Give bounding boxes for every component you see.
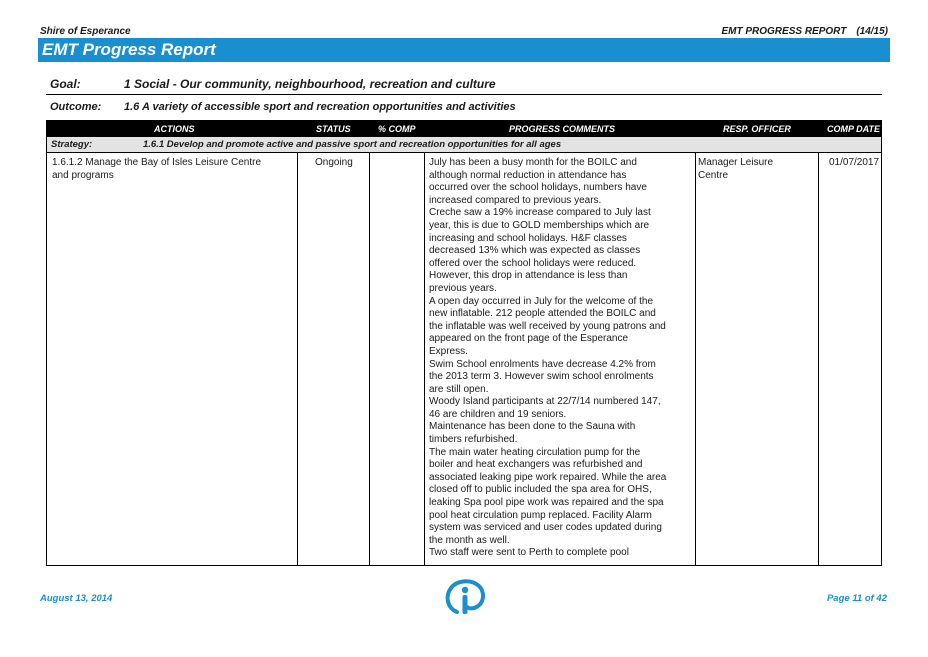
column-divider [369,153,370,565]
column-header-officer: RESP. OFFICER [723,124,791,134]
shire-logo-icon [443,578,487,618]
outcome-label: Outcome: [50,101,102,113]
column-header-status: STATUS [316,124,351,134]
header-report-title [721,26,888,37]
goal-divider [46,94,882,95]
progress-table [46,120,882,566]
header-report-name: EMT PROGRESS REPORT [721,26,847,37]
officer-cell: Manager Leisure Centre [698,157,774,181]
column-divider [818,153,819,565]
outcome-text: 1.6 A variety of accessible sport and recreation opportunities and activities [124,101,516,113]
goal-label: Goal: [50,77,81,91]
column-divider [695,153,696,565]
table-row [46,153,882,566]
goal-text: 1 Social - Our community, neighbourhood, recreation and culture [124,77,496,91]
column-header-comp: % COMP [378,124,416,134]
progress-comments-cell: July has been a busy month for the BOILC and although normal reduction in attendance has occurred over the school holidays, numbers have increased compared to previous years. Creche saw a 19% increase compared to July last year, this is due to GOLD memberships which are increasing and school holidays. H&F classes decreased 13% which was expected as classes offered over the school holidays were reduced. However, this drop in attendance is less than previous years. A open day occurred in July for the welcome of the new inflatable. 212 people attended the BOILC and the inflatable was well received by young patrons and appeared on the front page of the Esperance Express. Swim School enrolments have decrease 4.2% from the 2013 term 3. However swim school enrolments are still open. Woody Island participants at 22/7/14 numbered 147, 46 are children and 19 seniors. Maintenance has been done to the Sauna with timbers refurbished. The main water heating circulation pump for the boiler and heat exchangers was refurbished and associated leaking pipe work repaired. While the area closed off to public included the spa area for OHS, leaking Spa pool pipe work was repaired and the spa pool heat circulation pump replaced. Facility Alarm system was serviced and user codes updated during the month as well. Two staff were sent to Perth to complete pool [429,157,667,559]
table-header [46,120,882,137]
strategy-label: Strategy: [51,139,93,150]
page-title: EMT Progress Report [42,40,216,59]
column-divider [297,153,298,565]
column-header-comp-date: COMP DATE [827,124,880,134]
header-organisation: Shire of Esperance [40,26,131,37]
footer-date: August 13, 2014 [40,593,113,604]
footer-page-number: Page 11 of 42 [826,593,887,604]
column-divider [424,153,425,565]
status-cell: Ongoing [315,157,353,168]
comp-date-cell: 01/07/2017 [829,157,880,168]
action-cell: 1.6.1.2 Manage the Bay of Isles Leisure Centre and programs [52,157,262,181]
column-header-actions: ACTIONS [154,124,195,134]
column-header-comments: PROGRESS COMMENTS [509,124,616,134]
header-report-page: (14/15) [856,26,888,37]
strategy-text: 1.6.1 Develop and promote active and passive sport and recreation opportunities for all ages [143,139,562,150]
title-banner [38,38,890,62]
strategy-row [46,137,882,153]
